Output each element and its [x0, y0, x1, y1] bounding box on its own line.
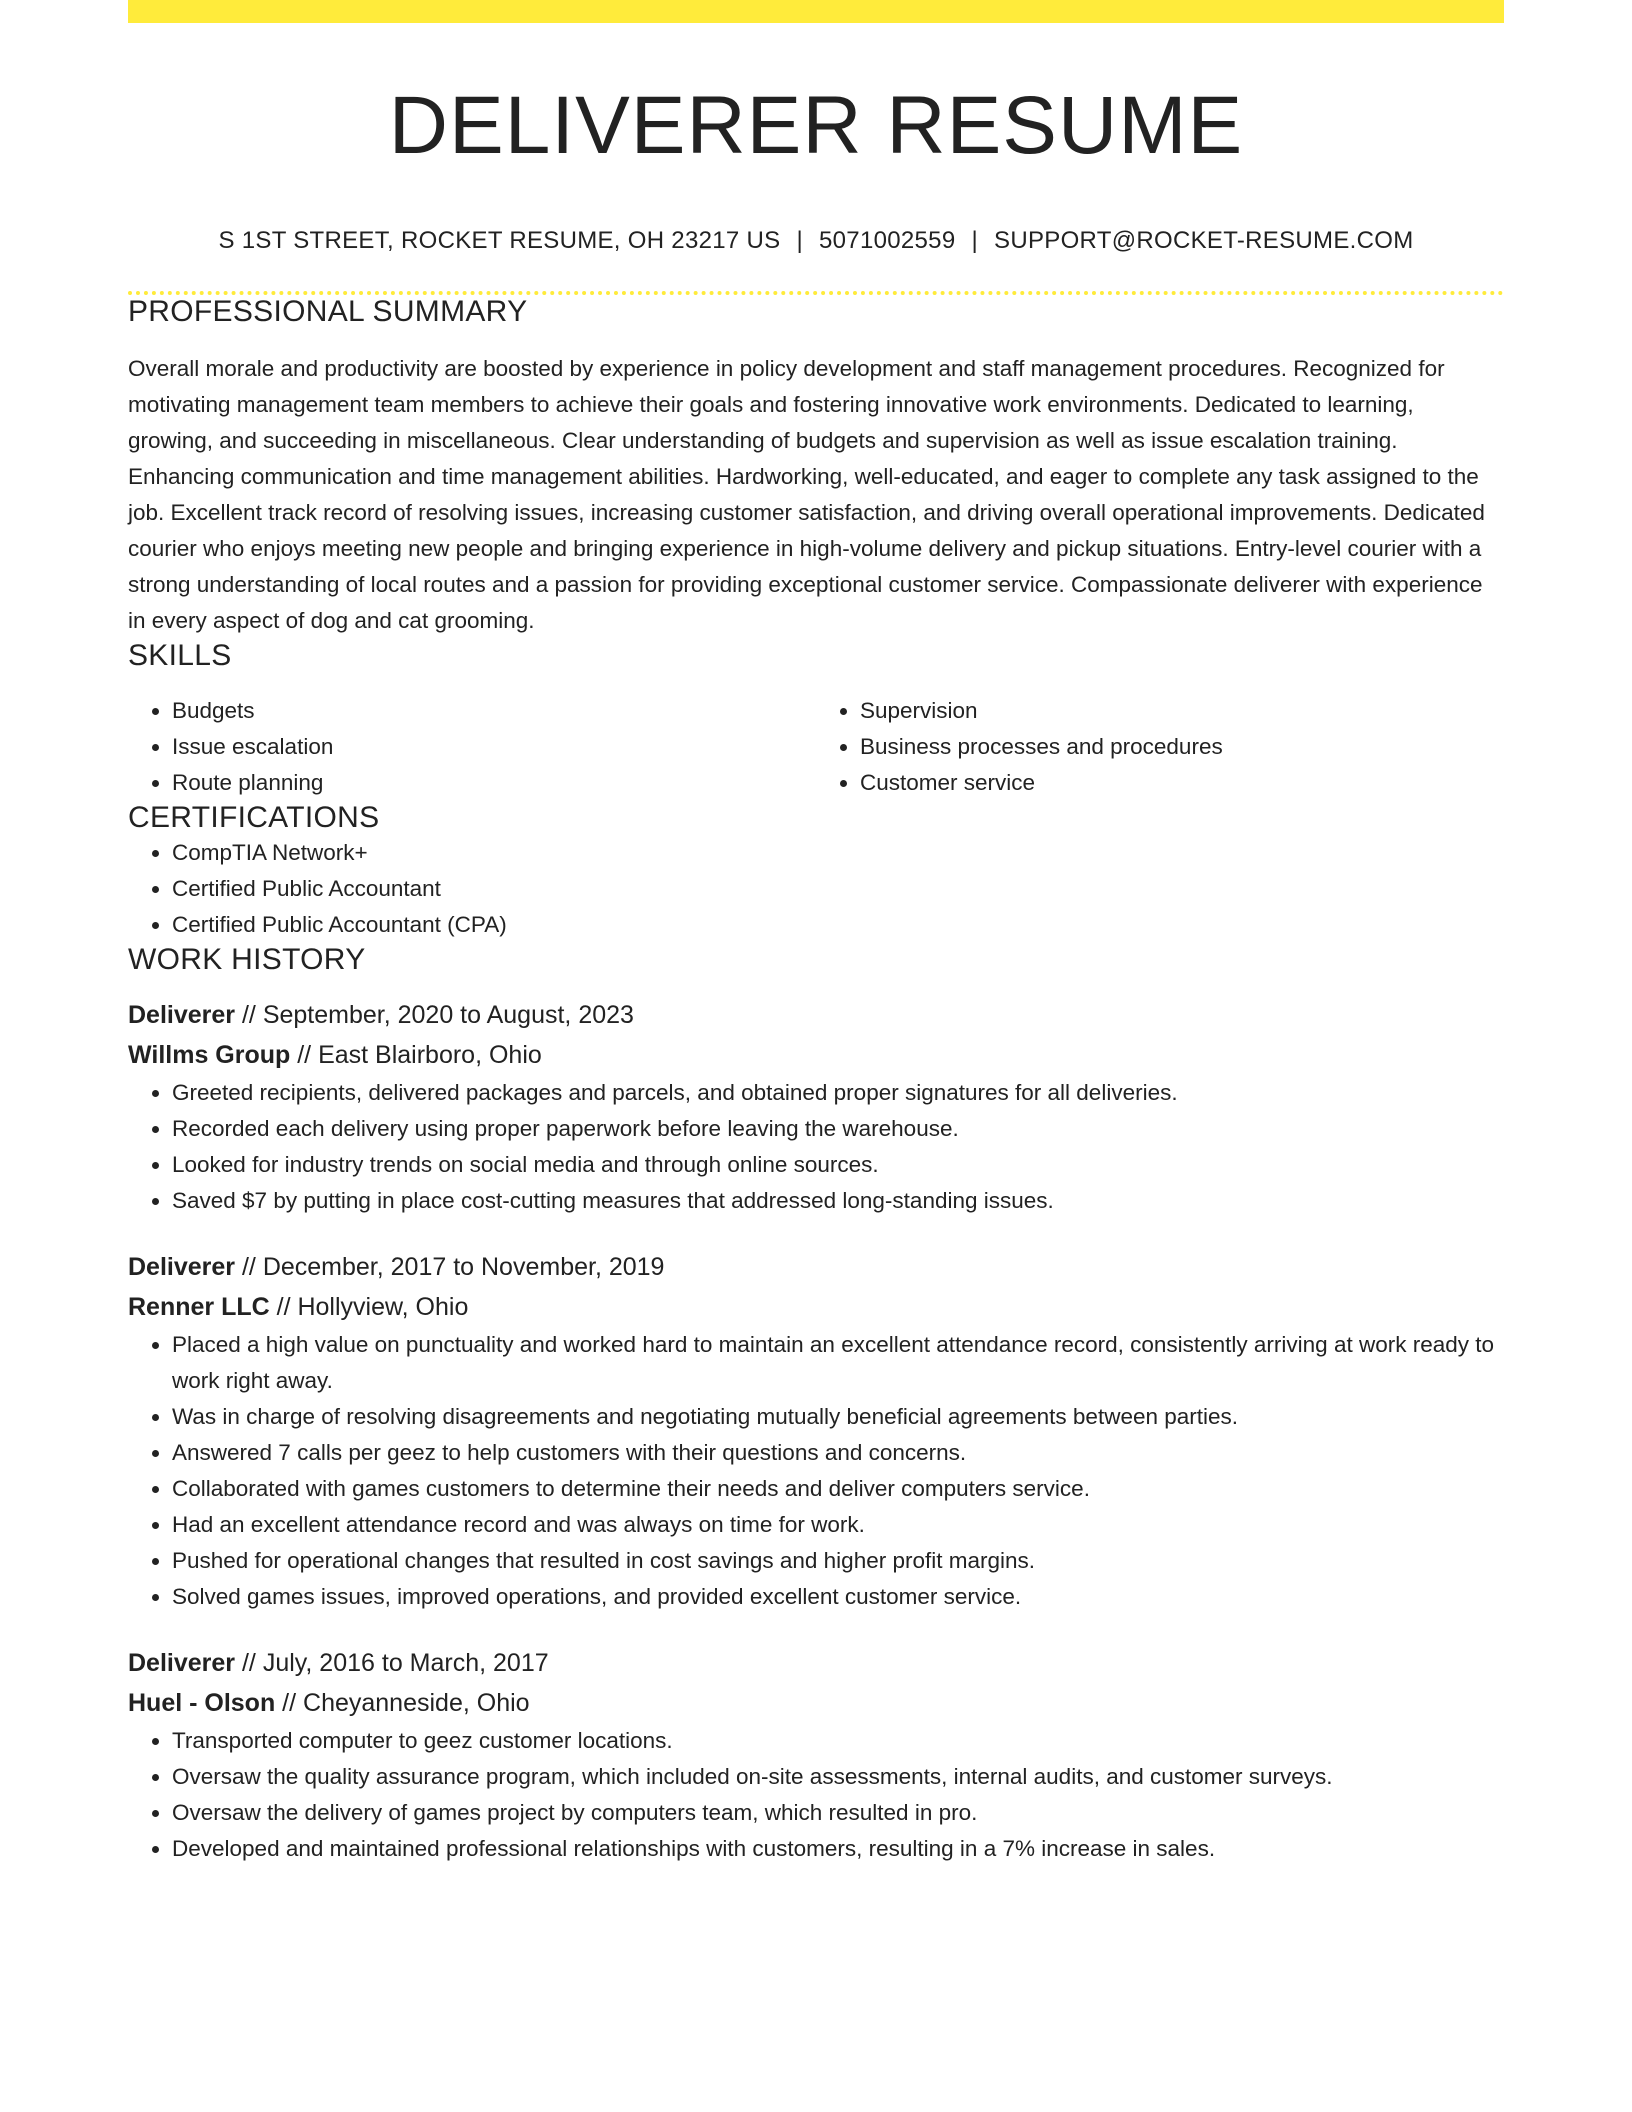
summary-heading: PROFESSIONAL SUMMARY — [128, 295, 528, 329]
job-duty: • Was in charge of resolving disagreements and negotiating mutually beneficial agreements between parties. — [172, 1399, 1504, 1435]
skill-item: • Supervision — [860, 693, 1504, 729]
job-duty: • Greeted recipients, delivered packages and parcels, and obtained proper signatures for all deliveries. — [172, 1075, 1504, 1111]
job-duty: • Recorded each delivery using proper paperwork before leaving the warehouse. — [172, 1111, 1504, 1147]
job-title-line — [128, 1247, 1504, 1287]
job-company: Huel - Olson — [128, 1689, 276, 1718]
skills-list — [128, 693, 1504, 801]
job-entry — [128, 1643, 1504, 1867]
job-duty: • Oversaw the delivery of games project by computers team, which resulted in pro. — [172, 1795, 1504, 1831]
skill-item: • Issue escalation — [172, 729, 816, 765]
job-duty: • Transported computer to geez customer locations. — [172, 1723, 1504, 1759]
summary-text: Overall morale and productivity are boosted by experience in policy development and staff management procedures. Recognized for motivating management team members to achieve their goals and fostering innovative work environments. Dedicated to learning, growing, and succeeding in miscellaneous. Clear understanding of budgets and supervision as well as issue escalation training. Enhancing communication and time management abilities. Hardworking, well-educated, and eager to complete any task assigned to the job. Excellent track record of resolving issues, increasing customer satisfaction, and driving overall operational improvements. Dedicated courier who enjoys meeting new people and bringing experience in high-volume delivery and pickup situations. Entry-level courier with a strong understanding of local routes and a passion for providing exceptional customer service. Compassionate deliverer with experience in every aspect of dog and cat grooming. — [128, 356, 1485, 634]
job-location: // East Blairboro, Ohio — [290, 1041, 542, 1070]
job-dates: // December, 2017 to November, 2019 — [235, 1253, 665, 1282]
job-duty: • Had an excellent attendance record and was always on time for work. — [172, 1507, 1504, 1543]
contact-phone[interactable]: 5071002559 — [819, 227, 956, 255]
job-company-line — [128, 1287, 1504, 1327]
certification-item: • Certified Public Accountant — [172, 871, 1504, 907]
job-duties — [128, 1075, 1504, 1219]
job-duty: • Pushed for operational changes that resulted in cost savings and higher profit margins. — [172, 1543, 1504, 1579]
work-history-heading: WORK HISTORY — [128, 943, 366, 977]
job-duties — [128, 1327, 1504, 1615]
skills-column-left — [128, 693, 816, 801]
job-duty: • Oversaw the quality assurance program, which included on-site assessments, internal audits, and customer surveys. — [172, 1759, 1504, 1795]
contact-separator: | — [796, 227, 803, 255]
job-duty: • Answered 7 calls per geez to help customers with their questions and concerns. — [172, 1435, 1504, 1471]
skill-item: • Budgets — [172, 693, 816, 729]
skill-item: • Route planning — [172, 765, 816, 801]
resume-page — [128, 0, 1504, 1867]
contact-separator: | — [971, 227, 979, 255]
job-company-line — [128, 1035, 1504, 1075]
resume-title: DELIVERER RESUME — [388, 80, 1244, 171]
job-title-line — [128, 1643, 1504, 1683]
accent-bar — [128, 0, 1504, 23]
skills-column-right — [816, 693, 1504, 801]
certification-item: • CompTIA Network+ — [172, 835, 1504, 871]
job-title: Deliverer — [128, 1001, 236, 1030]
job-entry — [128, 995, 1504, 1219]
skill-item: • Business processes and procedures — [860, 729, 1504, 765]
job-duty: • Developed and maintained professional relationships with customers, resulting in a 7% increase in sales. — [172, 1831, 1504, 1867]
certifications-list — [128, 835, 1504, 943]
contact-address: S 1ST STREET, ROCKET RESUME, OH 23217 US — [218, 227, 781, 255]
contact-line — [128, 227, 1504, 255]
job-dates: // September, 2020 to August, 2023 — [235, 1001, 634, 1030]
job-company-line — [128, 1683, 1504, 1723]
job-duty: • Collaborated with games customers to determine their needs and deliver computers service. — [172, 1471, 1504, 1507]
job-title-line — [128, 995, 1504, 1035]
job-duties — [128, 1723, 1504, 1867]
job-duty: • Solved games issues, improved operations, and provided excellent customer service. — [172, 1579, 1504, 1615]
job-location: // Cheyanneside, Ohio — [275, 1689, 530, 1718]
contact-email[interactable]: SUPPORT@ROCKET-RESUME.COM — [994, 227, 1414, 255]
certification-item: • Certified Public Accountant (CPA) — [172, 907, 1504, 943]
job-title: Deliverer — [128, 1649, 236, 1678]
job-company: Renner LLC — [128, 1293, 270, 1322]
job-duty: • Saved $7 by putting in place cost-cutting measures that addressed long-standing issues. — [172, 1183, 1504, 1219]
skill-item: • Customer service — [860, 765, 1504, 801]
job-title: Deliverer — [128, 1253, 236, 1282]
job-location: // Hollyview, Ohio — [269, 1293, 469, 1322]
job-company: Willms Group — [128, 1041, 291, 1070]
job-duty: • Looked for industry trends on social media and through online sources. — [172, 1147, 1504, 1183]
job-dates: // July, 2016 to March, 2017 — [235, 1649, 549, 1678]
skills-heading: SKILLS — [128, 639, 232, 673]
job-entry — [128, 1247, 1504, 1615]
certifications-heading: CERTIFICATIONS — [128, 801, 380, 835]
job-duty: • Placed a high value on punctuality and worked hard to maintain an excellent attendance record, consistently arriving at work ready to work right away. — [172, 1327, 1504, 1399]
